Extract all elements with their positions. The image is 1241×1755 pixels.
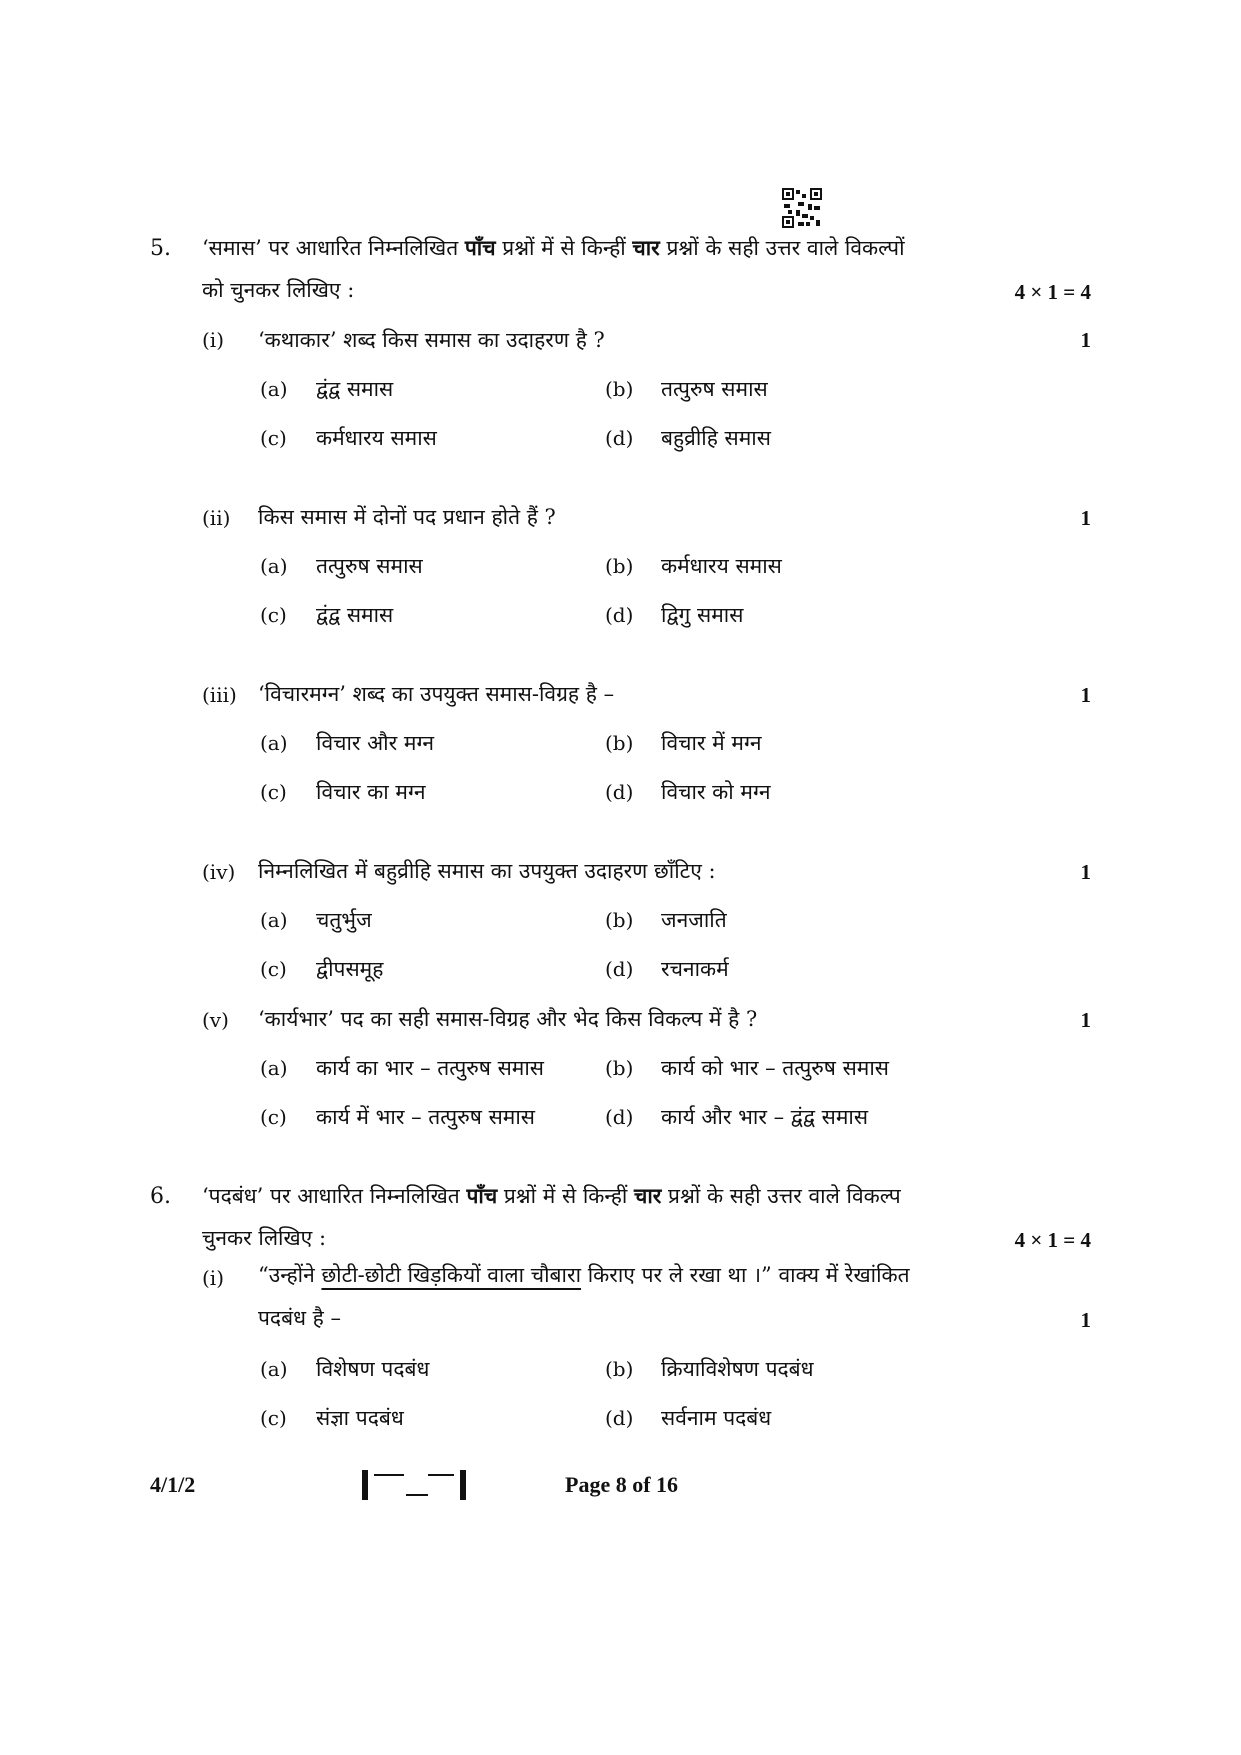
option: (c) कार्य में भार – तत्पुरुष समास — [260, 1105, 535, 1129]
question-marks: 4 × 1 = 4 — [1014, 280, 1091, 304]
option: (b) विचार में मग्न — [605, 731, 762, 755]
sub-question-marks: 1 — [1080, 1308, 1091, 1332]
option: (a) कार्य का भार – तत्पुरुष समास — [260, 1056, 545, 1080]
option: (d) रचनाकर्म — [605, 957, 729, 981]
sub-question-marks: 1 — [1080, 683, 1091, 707]
question-text-line2: को चुनकर लिखिए : — [202, 278, 355, 302]
option: (c) द्वीपसमूह — [260, 957, 384, 981]
sub-question-text: निम्नलिखित में बहुव्रीहि समास का उपयुक्त उदाहरण छाँटिए : — [258, 859, 716, 883]
option: (d) विचार को मग्न — [605, 780, 771, 804]
page-number: Page 8 of 16 — [565, 1472, 679, 1497]
option: (b) क्रियाविशेषण पदबंध — [605, 1357, 814, 1381]
option: (a) तत्पुरुष समास — [260, 554, 423, 578]
sub-question-marks: 1 — [1080, 1008, 1091, 1032]
option: (a) द्वंद्व समास — [260, 377, 394, 401]
option: (d) बहुव्रीहि समास — [605, 426, 771, 450]
question-text: ‘समास’ पर आधारित निम्नलिखित पाँच प्रश्नों में से किन्हीं चार प्रश्नों के सही उत्तर वाले विकल्पों — [202, 235, 905, 260]
option: (a) चतुर्भुज — [260, 908, 372, 932]
question-text: ‘पदबंध’ पर आधारित निम्नलिखित पाँच प्रश्नों में से किन्हीं चार प्रश्नों के सही उत्तर वाले विकल्प — [202, 1183, 901, 1208]
sub-question-text: ‘कथाकार’ शब्द किस समास का उदाहरण है ? — [258, 328, 605, 352]
qr-code — [782, 188, 822, 228]
option: (d) कार्य और भार – द्वंद्व समास — [605, 1105, 869, 1129]
option: (b) कार्य को भार – तत्पुरुष समास — [605, 1056, 890, 1080]
sub-question-number: (iv) — [202, 860, 236, 884]
sub-question-number: (iii) — [202, 683, 237, 707]
sub-question-marks: 1 — [1080, 506, 1091, 530]
option: (b) कर्मधारय समास — [605, 554, 782, 578]
sub-question-text: “उन्होंने छोटी-छोटी खिड़कियों वाला चौबारा किराए पर ले रखा था ।” वाक्य में रेखांकित — [258, 1263, 910, 1287]
question-text-line2: चुनकर लिखिए : — [202, 1226, 327, 1250]
option: (a) विशेषण पदबंध — [260, 1357, 430, 1381]
option: (a) विचार और मग्न — [260, 731, 435, 755]
sub-question-number: (v) — [202, 1008, 229, 1032]
sub-question-number: (i) — [202, 1266, 225, 1290]
sub-question-text: ‘विचारमग्न’ शब्द का उपयुक्त समास-विग्रह है – — [258, 682, 615, 706]
option: (c) संज्ञा पदबंध — [260, 1406, 404, 1430]
option: (b) तत्पुरुष समास — [605, 377, 768, 401]
sub-question-number: (i) — [202, 328, 225, 352]
underlined-phrase: छोटी-छोटी खिड़कियों वाला चौबारा — [321, 1263, 582, 1287]
question-marks: 4 × 1 = 4 — [1014, 1228, 1091, 1252]
option: (c) द्वंद्व समास — [260, 603, 394, 627]
option: (c) विचार का मग्न — [260, 780, 426, 804]
option: (d) द्विगु समास — [605, 603, 744, 627]
barcode-mark — [362, 1468, 466, 1502]
sub-question-marks: 1 — [1080, 328, 1091, 352]
question-number: 5. — [150, 236, 171, 261]
option: (c) कर्मधारय समास — [260, 426, 437, 450]
sub-question-text: ‘कार्यभार’ पद का सही समास-विग्रह और भेद किस विकल्प में है ? — [258, 1007, 758, 1031]
option: (b) जनजाति — [605, 908, 727, 932]
sub-question-marks: 1 — [1080, 860, 1091, 884]
question-number: 6. — [150, 1184, 171, 1209]
sub-question-number: (ii) — [202, 506, 231, 530]
sub-question-text: किस समास में दोनों पद प्रधान होते हैं ? — [258, 505, 556, 529]
option: (d) सर्वनाम पदबंध — [605, 1406, 772, 1430]
paper-code: 4/1/2 — [150, 1472, 196, 1497]
sub-question-text-line2: पदबंध है – — [258, 1306, 341, 1330]
